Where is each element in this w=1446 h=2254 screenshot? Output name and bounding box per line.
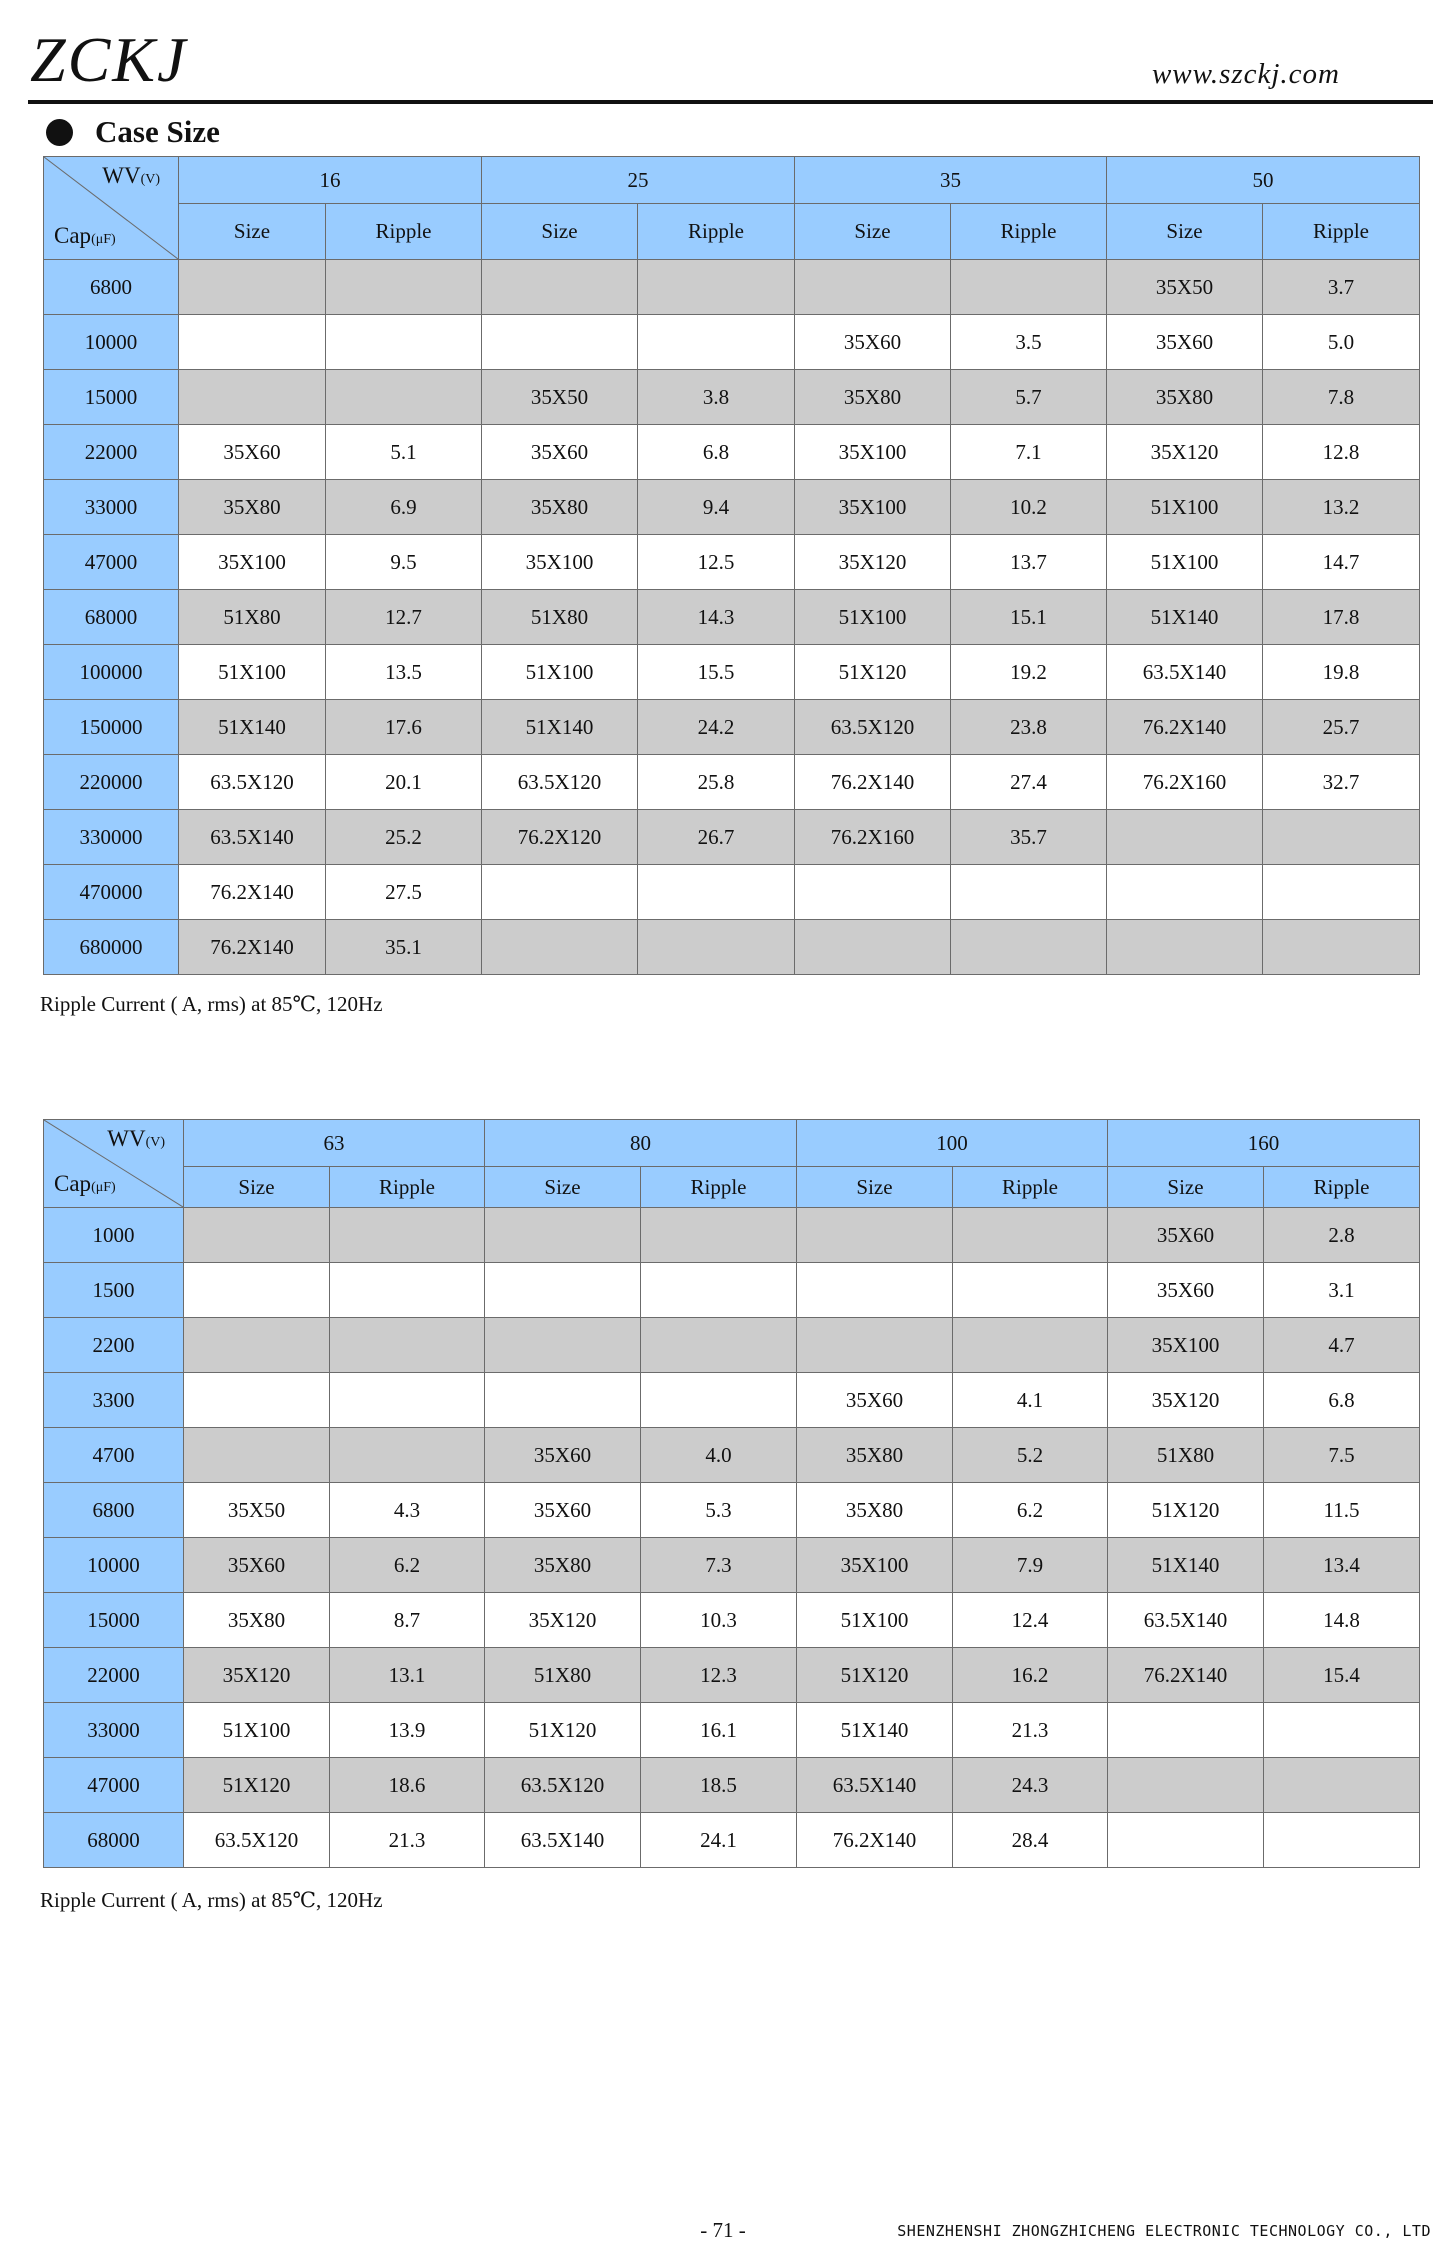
ripple-cell [641, 1318, 797, 1373]
ripple-cell: 5.0 [1263, 315, 1420, 370]
ripple-cell [330, 1373, 485, 1428]
ripple-cell: 5.2 [953, 1428, 1108, 1483]
ripple-cell [1263, 920, 1420, 975]
capacitance-cell: 470000 [44, 865, 179, 920]
capacitance-cell: 22000 [44, 1648, 184, 1703]
size-cell [482, 260, 638, 315]
size-cell [1108, 1758, 1264, 1813]
ripple-cell [953, 1263, 1108, 1318]
ripple-cell: 6.2 [330, 1538, 485, 1593]
size-cell: 35X100 [1108, 1318, 1264, 1373]
size-column-header: Size [482, 204, 638, 260]
ripple-cell: 27.5 [326, 865, 482, 920]
size-cell [482, 865, 638, 920]
size-cell [1107, 920, 1263, 975]
table-row [44, 1318, 1420, 1373]
ripple-cell: 6.8 [1264, 1373, 1420, 1428]
table-row [44, 480, 1420, 535]
table-row [44, 1263, 1420, 1318]
size-cell: 35X60 [1107, 315, 1263, 370]
ripple-column-header: Ripple [951, 204, 1107, 260]
table-row [44, 810, 1420, 865]
page-number: - 71 - [700, 2218, 746, 2242]
brand-logo: ZCKJ [30, 24, 188, 95]
capacitance-cell: 4700 [44, 1428, 184, 1483]
ripple-cell: 35.7 [951, 810, 1107, 865]
capacitance-cell: 68000 [44, 1813, 184, 1868]
size-cell: 63.5X120 [482, 755, 638, 810]
size-cell [795, 865, 951, 920]
size-cell [179, 315, 326, 370]
ripple-cell [641, 1263, 797, 1318]
voltage-header: 100 [797, 1120, 1108, 1167]
ripple-cell [330, 1318, 485, 1373]
ripple-cell [953, 1318, 1108, 1373]
size-cell [485, 1373, 641, 1428]
ripple-cell: 13.1 [330, 1648, 485, 1703]
table-row [44, 1703, 1420, 1758]
ripple-cell: 7.9 [953, 1538, 1108, 1593]
table-row [44, 1758, 1420, 1813]
company-name: SHENZHENSHI ZHONGZHICHENG ELECTRONIC TECHNOLOGY CO., LTD [897, 2222, 1431, 2240]
capacitance-cell: 10000 [44, 315, 179, 370]
table-row [44, 1593, 1420, 1648]
size-cell [184, 1318, 330, 1373]
table-row [44, 1483, 1420, 1538]
table-row [44, 315, 1420, 370]
case-size-table-1 [43, 156, 1420, 975]
table-row [44, 865, 1420, 920]
ripple-cell [953, 1208, 1108, 1263]
ripple-cell: 12.3 [641, 1648, 797, 1703]
size-cell: 51X100 [184, 1703, 330, 1758]
ripple-cell: 7.5 [1264, 1428, 1420, 1483]
table-row [44, 1428, 1420, 1483]
table-row [44, 1538, 1420, 1593]
size-cell [179, 370, 326, 425]
ripple-cell [330, 1208, 485, 1263]
ripple-cell: 6.2 [953, 1483, 1108, 1538]
ripple-cell: 14.3 [638, 590, 795, 645]
ripple-cell: 13.2 [1263, 480, 1420, 535]
ripple-cell: 4.1 [953, 1373, 1108, 1428]
size-column-header: Size [179, 204, 326, 260]
ripple-cell: 4.7 [1264, 1318, 1420, 1373]
ripple-cell [638, 260, 795, 315]
size-cell: 35X100 [482, 535, 638, 590]
size-cell: 51X100 [179, 645, 326, 700]
ripple-column-header: Ripple [641, 1167, 797, 1208]
size-cell: 35X120 [795, 535, 951, 590]
size-cell: 35X50 [482, 370, 638, 425]
size-cell: 76.2X140 [1108, 1648, 1264, 1703]
ripple-cell: 13.7 [951, 535, 1107, 590]
voltage-header: 50 [1107, 157, 1420, 204]
size-cell: 35X100 [797, 1538, 953, 1593]
size-cell: 35X120 [485, 1593, 641, 1648]
ripple-cell: 14.8 [1264, 1593, 1420, 1648]
size-cell: 51X100 [482, 645, 638, 700]
ripple-cell [326, 315, 482, 370]
ripple-cell: 35.1 [326, 920, 482, 975]
size-cell: 51X100 [795, 590, 951, 645]
size-column-header: Size [485, 1167, 641, 1208]
wv-label: WV(V) [102, 163, 160, 188]
ripple-cell: 6.8 [638, 425, 795, 480]
size-cell: 35X80 [184, 1593, 330, 1648]
size-column-header: Size [1108, 1167, 1264, 1208]
ripple-cell: 18.5 [641, 1758, 797, 1813]
size-cell: 63.5X120 [179, 755, 326, 810]
size-cell: 35X60 [797, 1373, 953, 1428]
size-cell [184, 1263, 330, 1318]
ripple-cell: 14.7 [1263, 535, 1420, 590]
size-cell: 76.2X120 [482, 810, 638, 865]
table-row [44, 535, 1420, 590]
size-cell: 51X80 [1108, 1428, 1264, 1483]
ripple-cell: 17.6 [326, 700, 482, 755]
size-cell [184, 1373, 330, 1428]
ripple-cell: 20.1 [326, 755, 482, 810]
ripple-cell [638, 920, 795, 975]
voltage-header: 16 [179, 157, 482, 204]
size-cell [184, 1208, 330, 1263]
ripple-cell: 15.4 [1264, 1648, 1420, 1703]
ripple-cell [951, 920, 1107, 975]
case-size-table-2 [43, 1119, 1420, 1868]
size-cell: 51X140 [797, 1703, 953, 1758]
size-cell: 35X60 [1108, 1208, 1264, 1263]
ripple-cell: 24.1 [641, 1813, 797, 1868]
ripple-cell: 17.8 [1263, 590, 1420, 645]
size-cell: 35X60 [1108, 1263, 1264, 1318]
table-row [44, 590, 1420, 645]
ripple-cell: 3.5 [951, 315, 1107, 370]
size-cell: 51X120 [184, 1758, 330, 1813]
size-cell: 35X60 [485, 1483, 641, 1538]
voltage-header: 160 [1108, 1120, 1420, 1167]
ripple-cell: 4.3 [330, 1483, 485, 1538]
size-cell: 51X120 [485, 1703, 641, 1758]
ripple-cell [951, 865, 1107, 920]
size-cell: 51X120 [795, 645, 951, 700]
size-cell: 35X100 [179, 535, 326, 590]
size-cell: 35X100 [795, 425, 951, 480]
ripple-cell: 5.1 [326, 425, 482, 480]
ripple-cell: 12.5 [638, 535, 795, 590]
ripple-cell [638, 315, 795, 370]
size-cell [482, 920, 638, 975]
table-row [44, 260, 1420, 315]
ripple-cell: 32.7 [1263, 755, 1420, 810]
ripple-cell: 13.5 [326, 645, 482, 700]
size-cell [485, 1318, 641, 1373]
section-title: Case Size [95, 114, 220, 149]
size-cell [795, 920, 951, 975]
cap-label: Cap(μF) [54, 223, 116, 248]
size-cell: 63.5X120 [795, 700, 951, 755]
table-row [44, 1648, 1420, 1703]
ripple-cell: 3.8 [638, 370, 795, 425]
ripple-current-note: Ripple Current ( A, rms) at 85℃, 120Hz [40, 1888, 383, 1912]
ripple-cell: 6.9 [326, 480, 482, 535]
ripple-cell: 25.8 [638, 755, 795, 810]
ripple-cell: 13.9 [330, 1703, 485, 1758]
capacitance-cell: 1000 [44, 1208, 184, 1263]
ripple-cell: 28.4 [953, 1813, 1108, 1868]
capacitance-cell: 680000 [44, 920, 179, 975]
size-cell: 35X80 [1107, 370, 1263, 425]
size-cell [797, 1263, 953, 1318]
table-row [44, 645, 1420, 700]
size-cell: 35X60 [184, 1538, 330, 1593]
ripple-cell: 21.3 [953, 1703, 1108, 1758]
size-cell: 63.5X140 [1107, 645, 1263, 700]
capacitance-cell: 220000 [44, 755, 179, 810]
size-cell [1108, 1813, 1264, 1868]
ripple-cell: 23.8 [951, 700, 1107, 755]
ripple-current-note: Ripple Current ( A, rms) at 85℃, 120Hz [40, 992, 383, 1016]
voltage-header: 80 [485, 1120, 797, 1167]
capacitance-cell: 47000 [44, 1758, 184, 1813]
size-cell: 51X140 [1108, 1538, 1264, 1593]
size-cell: 51X120 [1108, 1483, 1264, 1538]
ripple-cell: 5.7 [951, 370, 1107, 425]
size-cell: 35X60 [485, 1428, 641, 1483]
ripple-cell [641, 1208, 797, 1263]
section-heading [46, 114, 220, 150]
capacitance-cell: 47000 [44, 535, 179, 590]
website-url: www.szckj.com [1151, 58, 1340, 90]
ripple-cell: 7.3 [641, 1538, 797, 1593]
size-cell: 76.2X140 [797, 1813, 953, 1868]
ripple-cell: 5.3 [641, 1483, 797, 1538]
capacitance-cell: 10000 [44, 1538, 184, 1593]
ripple-cell [1264, 1758, 1420, 1813]
size-cell: 76.2X140 [795, 755, 951, 810]
ripple-cell: 19.8 [1263, 645, 1420, 700]
capacitance-cell: 68000 [44, 590, 179, 645]
table-row [44, 1373, 1420, 1428]
ripple-cell: 13.4 [1264, 1538, 1420, 1593]
table-row [44, 370, 1420, 425]
size-cell: 35X60 [795, 315, 951, 370]
ripple-cell: 12.8 [1263, 425, 1420, 480]
size-cell: 51X140 [482, 700, 638, 755]
ripple-cell: 18.6 [330, 1758, 485, 1813]
ripple-cell: 26.7 [638, 810, 795, 865]
size-cell [797, 1208, 953, 1263]
size-cell: 51X80 [482, 590, 638, 645]
ripple-cell: 7.1 [951, 425, 1107, 480]
capacitance-cell: 100000 [44, 645, 179, 700]
size-cell: 51X100 [797, 1593, 953, 1648]
size-cell: 63.5X120 [184, 1813, 330, 1868]
ripple-cell: 21.3 [330, 1813, 485, 1868]
size-cell: 51X80 [179, 590, 326, 645]
size-cell: 63.5X140 [1108, 1593, 1264, 1648]
size-cell: 35X120 [1108, 1373, 1264, 1428]
ripple-cell: 24.3 [953, 1758, 1108, 1813]
ripple-cell: 4.0 [641, 1428, 797, 1483]
voltage-header: 63 [184, 1120, 485, 1167]
table-row [44, 1208, 1420, 1263]
size-cell: 35X80 [797, 1483, 953, 1538]
size-cell: 35X50 [184, 1483, 330, 1538]
ripple-cell: 10.3 [641, 1593, 797, 1648]
size-column-header: Size [184, 1167, 330, 1208]
size-cell: 63.5X140 [179, 810, 326, 865]
capacitance-cell: 1500 [44, 1263, 184, 1318]
table-row [44, 425, 1420, 480]
capacitance-cell: 6800 [44, 260, 179, 315]
capacitance-cell: 150000 [44, 700, 179, 755]
ripple-cell [330, 1263, 485, 1318]
size-cell [1107, 865, 1263, 920]
voltage-header: 25 [482, 157, 795, 204]
size-cell: 35X60 [482, 425, 638, 480]
voltage-header: 35 [795, 157, 1107, 204]
ripple-cell: 9.5 [326, 535, 482, 590]
ripple-cell: 15.1 [951, 590, 1107, 645]
size-cell: 35X120 [184, 1648, 330, 1703]
ripple-cell: 2.8 [1264, 1208, 1420, 1263]
capacitance-cell: 2200 [44, 1318, 184, 1373]
size-cell: 35X80 [795, 370, 951, 425]
capacitance-cell: 15000 [44, 1593, 184, 1648]
ripple-cell: 12.4 [953, 1593, 1108, 1648]
capacitance-cell: 15000 [44, 370, 179, 425]
size-cell: 76.2X140 [179, 865, 326, 920]
capacitance-cell: 6800 [44, 1483, 184, 1538]
ripple-cell [1264, 1813, 1420, 1868]
ripple-column-header: Ripple [1263, 204, 1420, 260]
table-row [44, 700, 1420, 755]
cap-label: Cap(μF) [54, 1171, 116, 1196]
size-cell: 35X80 [179, 480, 326, 535]
size-column-header: Size [1107, 204, 1263, 260]
size-cell [797, 1318, 953, 1373]
ripple-cell: 11.5 [1264, 1483, 1420, 1538]
size-cell [482, 315, 638, 370]
table-row [44, 920, 1420, 975]
size-cell: 35X80 [485, 1538, 641, 1593]
ripple-cell: 25.7 [1263, 700, 1420, 755]
corner-header-cell [44, 157, 179, 260]
ripple-cell [326, 370, 482, 425]
size-cell: 51X140 [179, 700, 326, 755]
size-cell: 76.2X160 [1107, 755, 1263, 810]
ripple-cell [638, 865, 795, 920]
size-cell: 35X80 [482, 480, 638, 535]
size-cell: 76.2X140 [1107, 700, 1263, 755]
size-cell [795, 260, 951, 315]
ripple-cell: 24.2 [638, 700, 795, 755]
ripple-cell: 7.8 [1263, 370, 1420, 425]
ripple-column-header: Ripple [638, 204, 795, 260]
capacitance-cell: 33000 [44, 1703, 184, 1758]
ripple-cell [951, 260, 1107, 315]
size-cell: 51X80 [485, 1648, 641, 1703]
size-cell: 35X100 [795, 480, 951, 535]
table-row [44, 755, 1420, 810]
ripple-cell [1263, 865, 1420, 920]
wv-label: WV(V) [107, 1126, 165, 1151]
bullet-icon [46, 119, 73, 146]
size-cell: 51X100 [1107, 535, 1263, 590]
capacitance-cell: 330000 [44, 810, 179, 865]
ripple-column-header: Ripple [326, 204, 482, 260]
size-column-header: Size [797, 1167, 953, 1208]
header-rule [28, 100, 1433, 104]
size-cell: 35X60 [179, 425, 326, 480]
size-column-header: Size [795, 204, 951, 260]
ripple-cell: 9.4 [638, 480, 795, 535]
ripple-cell [326, 260, 482, 315]
ripple-cell [1263, 810, 1420, 865]
size-cell: 63.5X140 [485, 1813, 641, 1868]
size-cell [485, 1263, 641, 1318]
size-cell: 76.2X160 [795, 810, 951, 865]
ripple-cell: 15.5 [638, 645, 795, 700]
size-cell [1107, 810, 1263, 865]
ripple-cell: 16.1 [641, 1703, 797, 1758]
capacitance-cell: 22000 [44, 425, 179, 480]
capacitance-cell: 3300 [44, 1373, 184, 1428]
ripple-column-header: Ripple [1264, 1167, 1420, 1208]
ripple-column-header: Ripple [953, 1167, 1108, 1208]
ripple-cell [641, 1373, 797, 1428]
ripple-cell: 3.1 [1264, 1263, 1420, 1318]
size-cell: 51X140 [1107, 590, 1263, 645]
size-cell: 35X80 [797, 1428, 953, 1483]
size-cell [1108, 1703, 1264, 1758]
size-cell [485, 1208, 641, 1263]
table-row [44, 1813, 1420, 1868]
size-cell: 35X120 [1107, 425, 1263, 480]
size-cell: 51X100 [1107, 480, 1263, 535]
ripple-cell [1264, 1703, 1420, 1758]
ripple-cell: 8.7 [330, 1593, 485, 1648]
size-cell: 76.2X140 [179, 920, 326, 975]
size-cell: 63.5X140 [797, 1758, 953, 1813]
size-cell [179, 260, 326, 315]
ripple-cell [330, 1428, 485, 1483]
ripple-cell: 16.2 [953, 1648, 1108, 1703]
size-cell: 35X50 [1107, 260, 1263, 315]
ripple-cell: 3.7 [1263, 260, 1420, 315]
ripple-cell: 10.2 [951, 480, 1107, 535]
capacitance-cell: 33000 [44, 480, 179, 535]
ripple-cell: 25.2 [326, 810, 482, 865]
ripple-column-header: Ripple [330, 1167, 485, 1208]
size-cell [184, 1428, 330, 1483]
size-cell: 63.5X120 [485, 1758, 641, 1813]
ripple-cell: 19.2 [951, 645, 1107, 700]
corner-header-cell [44, 1120, 184, 1208]
ripple-cell: 27.4 [951, 755, 1107, 810]
ripple-cell: 12.7 [326, 590, 482, 645]
size-cell: 51X120 [797, 1648, 953, 1703]
